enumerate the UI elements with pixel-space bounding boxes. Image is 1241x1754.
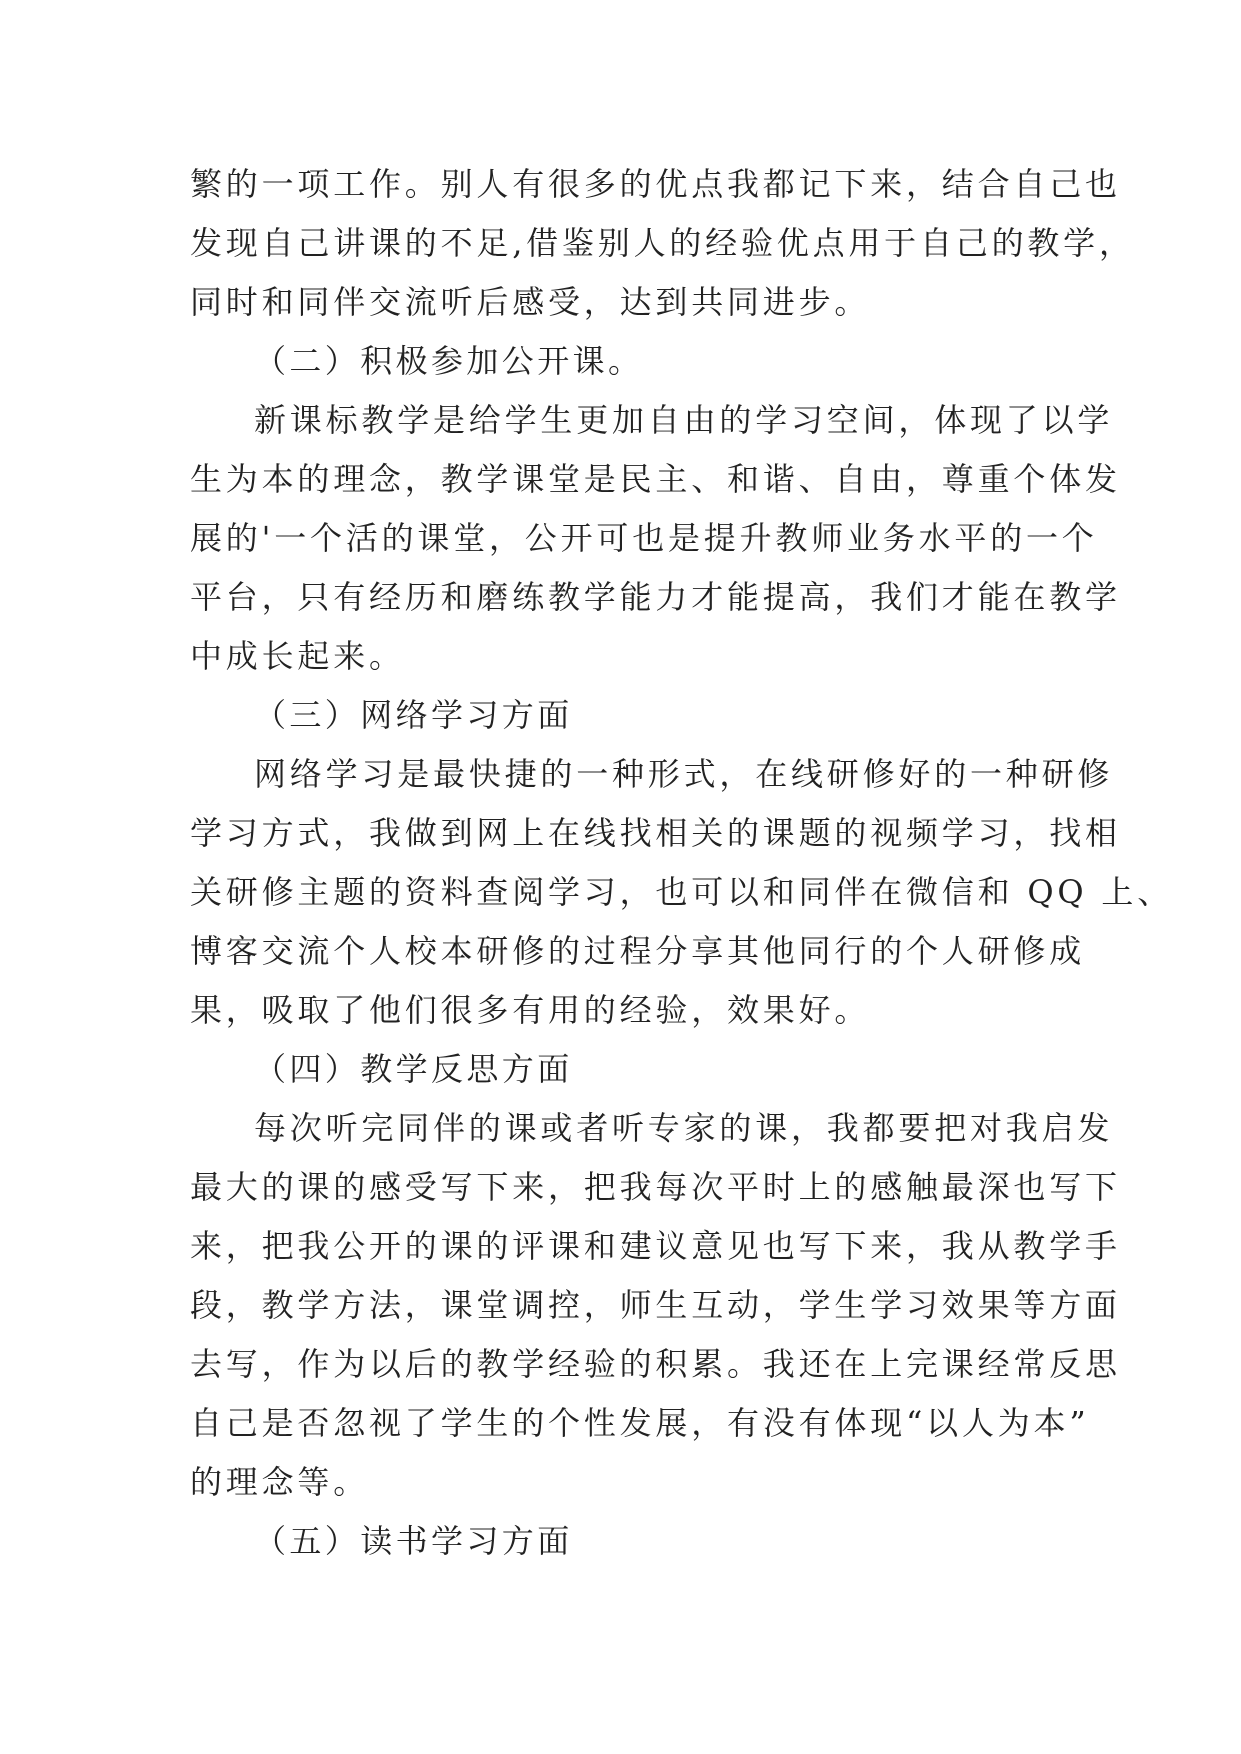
paragraph-line: 平台，只有经历和磨练教学能力才能提高，我们才能在教学 xyxy=(190,578,1121,616)
paragraph-line: 繁的一项工作。别人有很多的优点我都记下来，结合自己也 xyxy=(190,165,1121,203)
paragraph-line: 展的'一个活的课堂，公开可也是提升教师业务水平的一个 xyxy=(190,519,1098,557)
paragraph-line: 自己是否忽视了学生的个性发展，有没有体现“以人为本” xyxy=(190,1404,1090,1442)
paragraph-line: 的理念等。 xyxy=(190,1463,370,1501)
paragraph-line: 发现自己讲课的不足,借鉴别人的经验优点用于自己的教学， xyxy=(190,224,1135,262)
paragraph-line: 关研修主题的资料查阅学习，也可以和同伴在微信和 QQ 上、 xyxy=(190,873,1174,911)
paragraph-line: 果，吸取了他们很多有用的经验，效果好。 xyxy=(190,991,871,1029)
section-heading: （三）网络学习方面 xyxy=(254,696,573,734)
section-heading: （二）积极参加公开课。 xyxy=(254,342,644,380)
paragraph-line: 最大的课的感受写下来，把我每次平时上的感触最深也写下 xyxy=(190,1168,1121,1206)
paragraph-line: 网络学习是最快捷的一种形式，在线研修好的一种研修 xyxy=(254,755,1114,793)
paragraph-line: 生为本的理念，教学课堂是民主、和谐、自由，尊重个体发 xyxy=(190,460,1121,498)
paragraph-line: 段，教学方法，课堂调控，师生互动，学生学习效果等方面 xyxy=(190,1286,1121,1324)
paragraph-line: 中成长起来。 xyxy=(190,637,405,675)
paragraph-line: 去写，作为以后的教学经验的积累。我还在上完课经常反思 xyxy=(190,1345,1121,1383)
paragraph-line: 博客交流个人校本研修的过程分享其他同行的个人研修成 xyxy=(190,932,1086,970)
paragraph-line: 每次听完同伴的课或者听专家的课，我都要把对我启发 xyxy=(254,1109,1114,1147)
paragraph-line: 学习方式，我做到网上在线找相关的课题的视频学习，找相 xyxy=(190,814,1121,852)
section-heading: （四）教学反思方面 xyxy=(254,1050,573,1088)
paragraph-line: 来，把我公开的课的评课和建议意见也写下来，我从教学手 xyxy=(190,1227,1121,1265)
section-heading: （五）读书学习方面 xyxy=(254,1522,573,1560)
paragraph-line: 同时和同伴交流听后感受，达到共同进步。 xyxy=(190,283,871,321)
paragraph-line: 新课标教学是给学生更加自由的学习空间，体现了以学 xyxy=(254,401,1114,439)
